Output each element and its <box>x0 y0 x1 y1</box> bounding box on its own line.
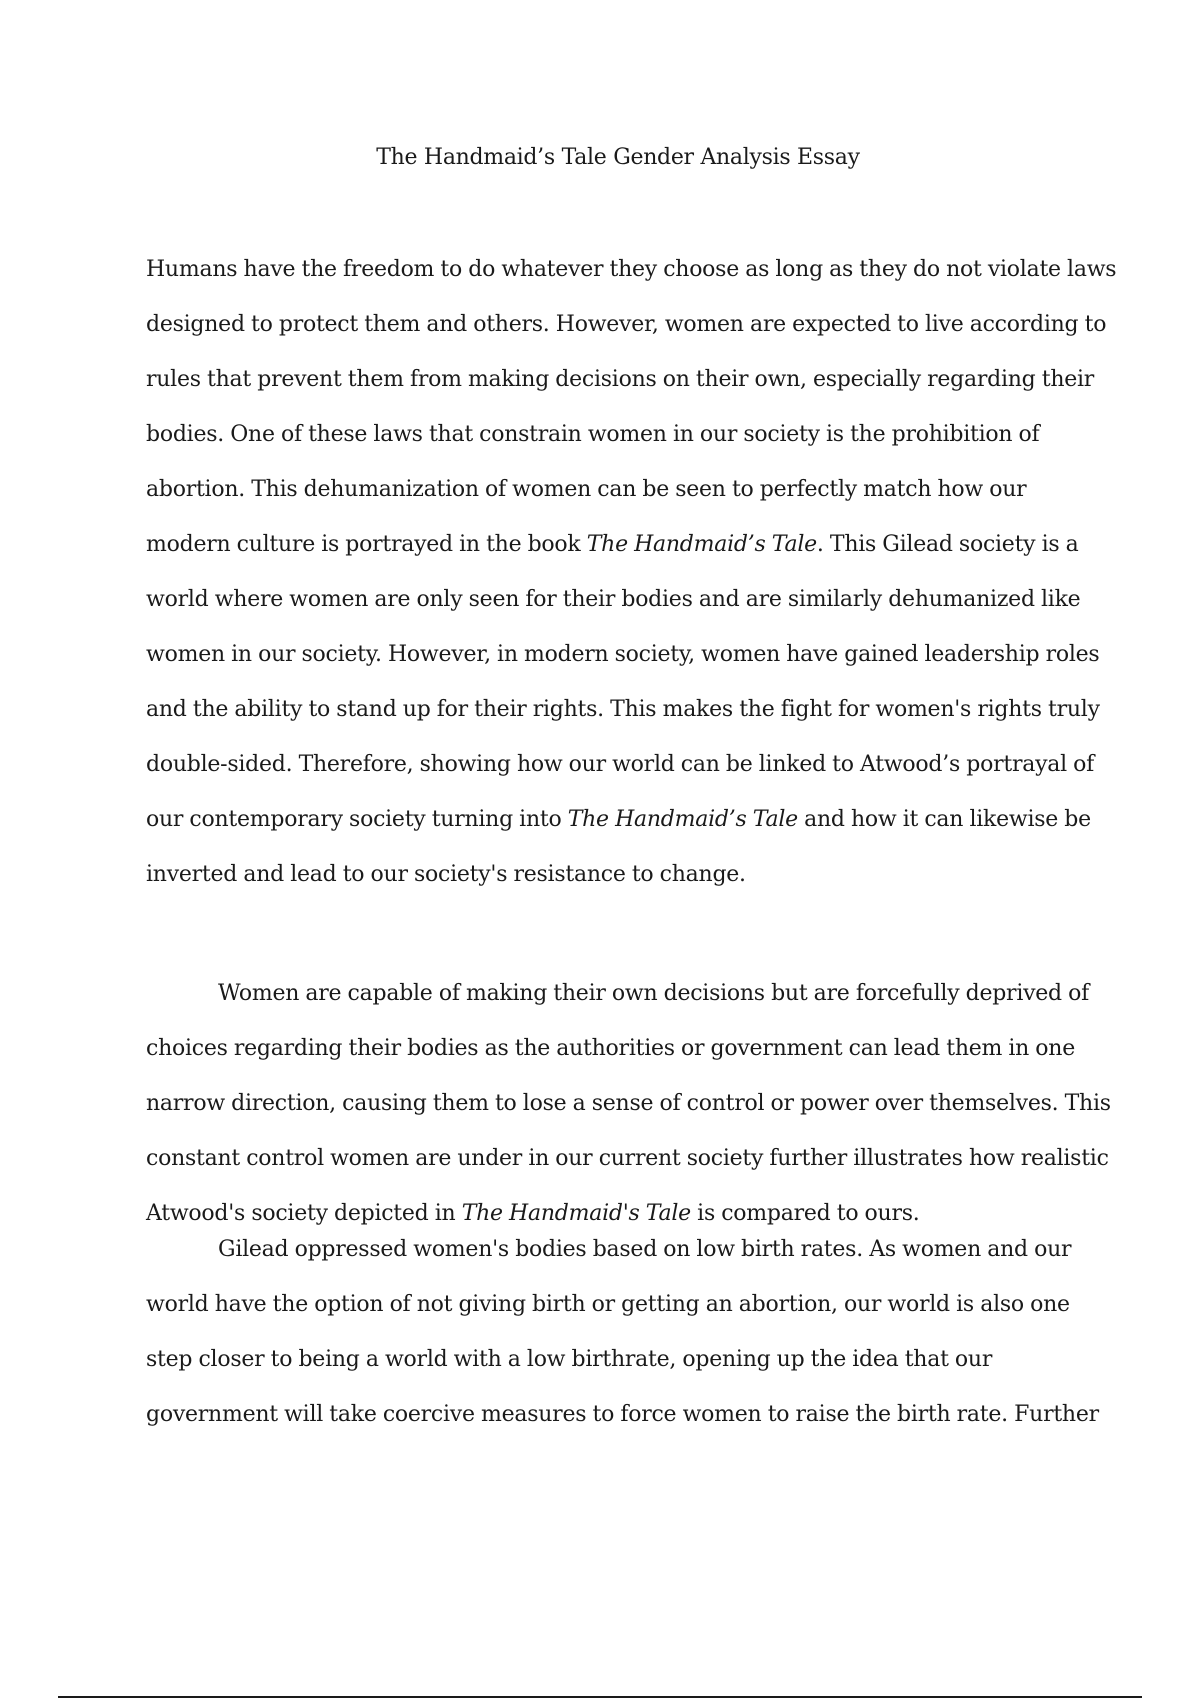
text-line <box>146 792 1106 847</box>
text-line: world have the option of not giving birth or getting an abortion, our world is also one <box>146 1292 1070 1317</box>
text-segment: is compared to ours. <box>690 1201 920 1226</box>
text-line: narrow direction, causing them to lose a sense of control or power over themselves. This <box>146 1091 1111 1116</box>
text-line: world where women are only seen for their bodies and are similarly dehumanized like <box>146 587 1081 612</box>
paragraph-birthrate <box>146 1222 1106 1442</box>
text-line: abortion. This dehumanization of women can be seen to perfectly match how our <box>146 477 1027 502</box>
text-segment: and how it can likewise be <box>797 807 1091 832</box>
text-line: and the ability to stand up for their rights. This makes the fight for women's rights truly <box>146 697 1100 722</box>
text-segment: our contemporary society turning into <box>146 807 568 832</box>
text-segment: modern culture is portrayed in the book <box>146 532 587 557</box>
book-title: The Handmaid’s Tale <box>567 807 798 832</box>
text-segment: . This Gilead society is a <box>816 532 1079 557</box>
text-line: women in our society. However, in modern society, women have gained leadership roles <box>146 642 1100 667</box>
text-line: choices regarding their bodies as the authorities or government can lead them in one <box>146 1036 1075 1061</box>
book-title: The Handmaid's Tale <box>461 1201 691 1226</box>
text-line: government will take coercive measures to force women to raise the birth rate. Further <box>146 1402 1099 1427</box>
text-line: rules that prevent them from making decisions on their own, especially regarding their <box>146 367 1095 392</box>
text-line: Women are capable of making their own decisions but are forcefully deprived of <box>218 981 1090 1006</box>
text-line: Gilead oppressed women's bodies based on low birth rates. As women and our <box>218 1237 1072 1262</box>
text-line <box>146 517 1106 572</box>
book-title: The Handmaid’s Tale <box>586 532 817 557</box>
text-line: inverted and lead to our society's resistance to change. <box>146 862 746 887</box>
page-bottom-rule <box>58 1696 1142 1698</box>
text-line: bodies. One of these laws that constrain women in our society is the prohibition of <box>146 422 1040 447</box>
text-line: double-sided. Therefore, showing how our world can be linked to Atwood’s portrayal of <box>146 752 1095 777</box>
text-line: constant control women are under in our current society further illustrates how realistic <box>146 1146 1109 1171</box>
essay-title: The Handmaid’s Tale Gender Analysis Essay <box>376 145 860 170</box>
text-segment: Atwood's society depicted in <box>146 1201 462 1226</box>
text-line: Humans have the freedom to do whatever they choose as long as they do not violate laws <box>146 257 1117 282</box>
paragraph-intro <box>146 242 1117 902</box>
paragraph-control <box>146 966 1111 1241</box>
text-line: designed to protect them and others. However, women are expected to live according to <box>146 312 1107 337</box>
text-line: step closer to being a world with a low birthrate, opening up the idea that our <box>146 1347 993 1372</box>
